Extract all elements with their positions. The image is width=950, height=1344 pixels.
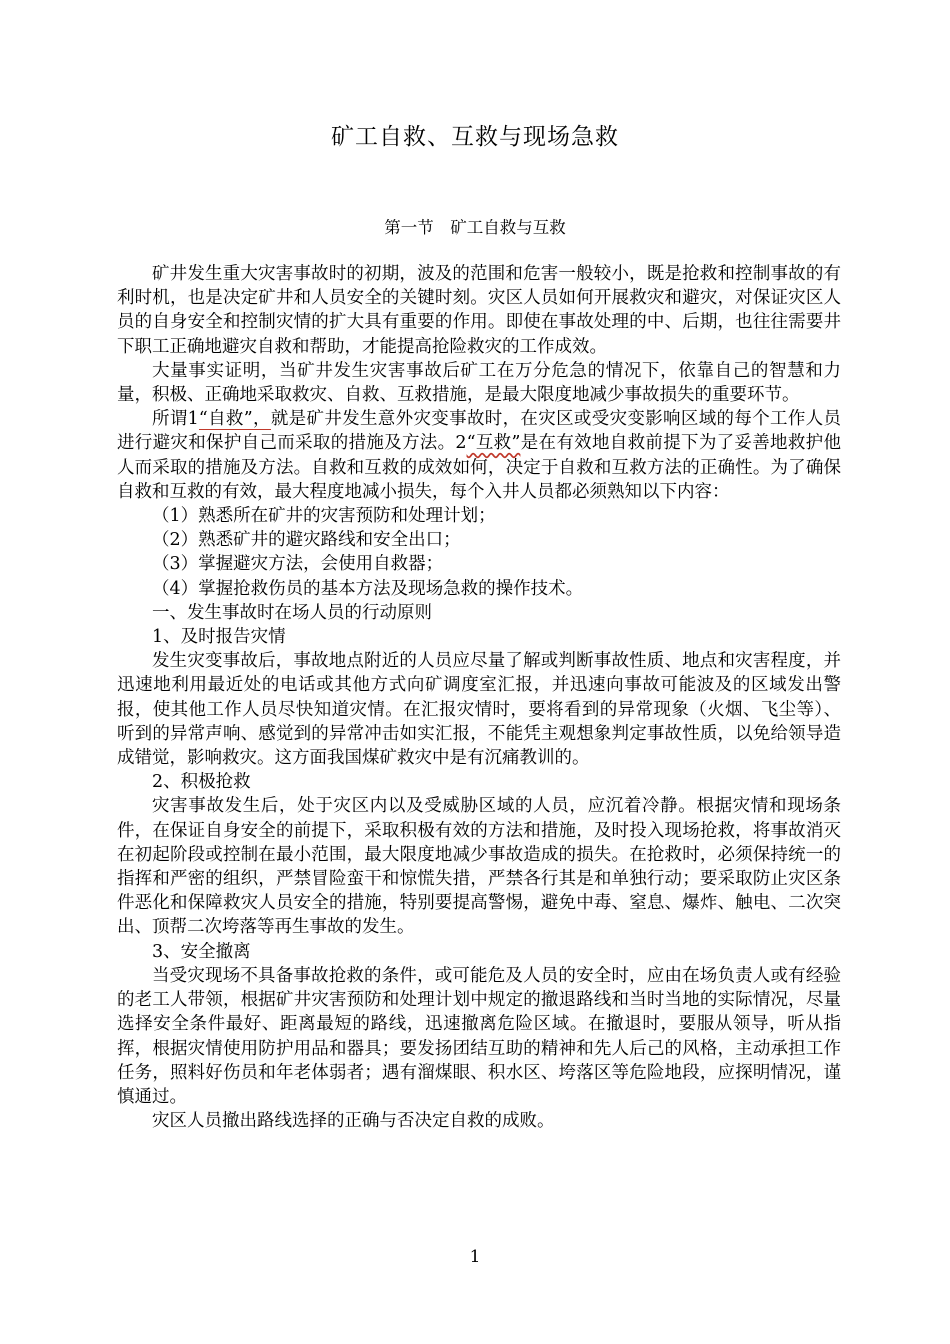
definition-self-rescue-text: 就是矿井发生意外灾变事故时，在灾区或受灾变影响区域的每个工作人员进行避灾和保护自己而采取的措施及方法。2 <box>117 409 842 454</box>
list-item: （2）熟悉矿井的避灾路线和安全出口； <box>152 530 461 551</box>
list-item: （4）掌握抢救伤员的基本方法及现场急救的操作技术。 <box>152 578 584 599</box>
list-item: （1）熟悉所在矿井的灾害预防和处理计划； <box>152 506 496 527</box>
list-item: （3）掌握避灾方法，会使用自救器； <box>152 554 444 575</box>
paragraph-definitions <box>117 407 841 504</box>
paragraph-route: 灾区人员撤出路线选择的正确与否决定自救的成败。 <box>152 1111 555 1132</box>
subheading-rescue: 2、积极抢救 <box>152 772 251 793</box>
section-title: 第一节 矿工自救与互救 <box>384 218 566 237</box>
page-number: 1 <box>469 1247 481 1267</box>
paragraph-evacuate: 当受灾现场不具备事故抢救的条件，或可能危及人员的安全时，应由在场负责人或有经验的老工人带领，根据矿井灾害预防和处理计划中规定的撤退路线和当时当地的实际情况，尽量选择安全条件最好、距离最短的路线，迅速撤离危险区域。在撤退时，要服从领导，听从指挥，根据灾情使用防护用品和器具；要发扬团结互助的精神和先人后己的风格，主动承担工作任务，照料好伤员和年老体弱者；遇有溜煤眼、积水区、垮落区等危险地段，应探明情况，谨慎通过。 <box>117 965 841 1107</box>
term-self-rescue: “自救”， <box>198 409 271 430</box>
paragraph-intro: 矿井发生重大灾害事故时的初期，波及的范围和危害一般较小，既是抢救和控制事故的有利时机，也是决定矿井和人员安全的关键时刻。灾区人员如何开展救灾和避灾，对保证灾区人员的自身安全和控制灾情的扩大具有重要的作用。即使在事故处理的中、后期，也往往需要井下职工正确地避灾自救和帮助，才能提高抢险救灾的工作成效。 <box>117 264 841 357</box>
document-body <box>117 262 841 1133</box>
document-title: 矿工自救、互救与现场急救 <box>331 124 619 150</box>
heading-action-principles: 一、发生事故时在场人员的行动原则 <box>152 602 432 623</box>
subheading-evacuate: 3、安全撤离 <box>152 941 251 962</box>
paragraph-facts: 大量事实证明，当矿井发生灾害事故后矿工在万分危急的情况下，依靠自己的智慧和力量，积极、正确地采取救灾、自救、互救措施，是最大限度地减少事故损失的重要环节。 <box>117 360 841 406</box>
term-mutual-rescue: “互救” <box>466 433 521 454</box>
definition-prefix: 所谓1 <box>152 409 199 430</box>
paragraph-rescue: 灾害事故发生后，处于灾区内以及受威胁区域的人员，应沉着冷静。根据灾情和现场条件，在保证自身安全的前提下，采取积极有效的方法和措施，及时投入现场抢救，将事故消灭在初起阶段或控制在最小范围，最大限度地减少事故造成的损失。在抢救时，必须保持统一的指挥和严密的组织，严禁冒险蛮干和惊慌失措，严禁各行其是和单独行动；要采取防止灾区条件恶化和保障救灾人员安全的措施，特别要提高警惕，避免中毒、窒息、爆炸、触电、二次突出、顶帮二次垮落等再生事故的发生。 <box>117 796 841 938</box>
subheading-report: 1、及时报告灾情 <box>152 627 286 648</box>
definition-mutual-rescue-text: 是在有效地自救前提下为了妥善地救护他人而采取的措施及方法。自救和互救的成效如何，决定于自救和互救方法的正确性。为了确保自救和互救的有效，最大程度地减小损失，每个入井人员都必须熟知以下内容： <box>117 433 841 502</box>
paragraph-report: 发生灾变事故后，事故地点附近的人员应尽量了解或判断事故性质、地点和灾害程度，并迅速地利用最近处的电话或其他方式向矿调度室汇报，并迅速向事故可能波及的区域发出警报，使其他工作人员尽快知道灾情。在汇报灾情时，要将看到的异常现象（火烟、飞尘等）、听到的异常声响、感觉到的异常冲击如实汇报，不能凭主观想象判定事故性质，以免给领导造成错觉，影响救灾。这方面我国煤矿救灾中是有沉痛教训的。 <box>117 651 841 769</box>
